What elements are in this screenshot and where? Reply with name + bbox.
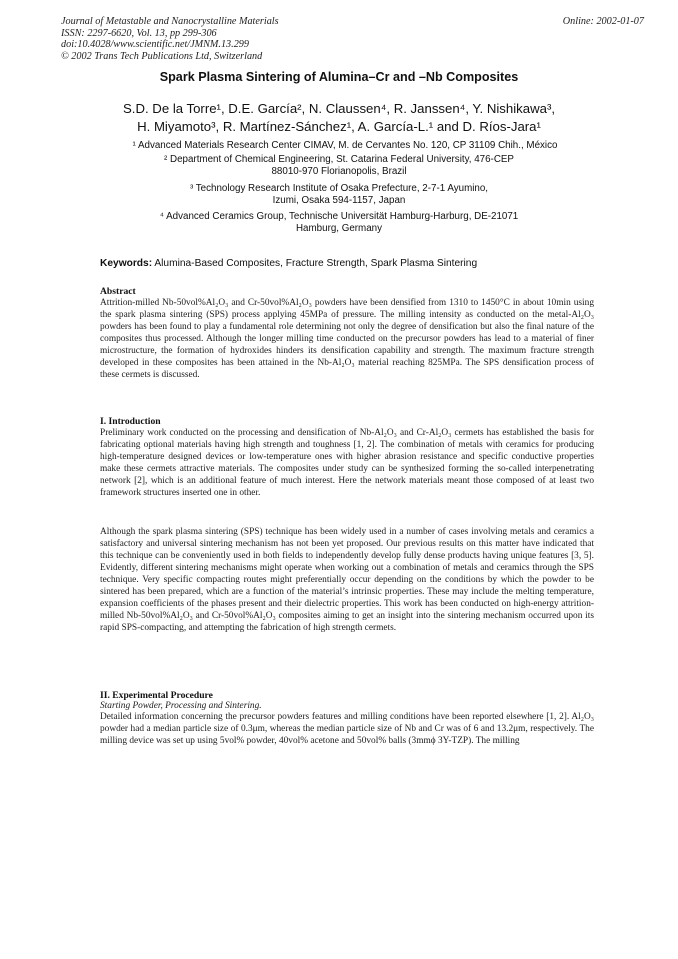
journal-copyright: © 2002 Trans Tech Publications Ltd, Switzerland: [61, 50, 263, 62]
introduction-paragraph-2: Although the spark plasma sintering (SPS) technique has been widely used in a number of cases involving metals and ceramics a satisfactory and universal sintering mechanism has not been yet proposed. Our previous results on this matter have indicated that this technique can be conveniently used in both fields to independently develop fully dense products having unique features [3, 5]. Evidently, different sintering mechanisms might operate when working out a combination of metals and ceramics through the SPS technique. Very specific compacting routes might preferentially occur depending on the conditions by which the powder to be sintered has been prepared, which are a function of the material’s intrinsic properties. These may include the melting temperature, expansion coefficients of the phases present and their dielectric properties. This work has been conducted on high-energy attrition-milled Nb-50vol%Al₂O₃ and Cr-50vol%Al₂O₃ composites aiming to get an insight into the sintering mechanism occurred upon its rapid SPS-compacting, and attempting the fabrication of high strength cermets.: [100, 527, 594, 633]
introduction-paragraph-1: Preliminary work conducted on the processing and densification of Nb-Al₂O₃ and Cr-Al₂O₃ cermets has established the basis for fabricating optional materials having high strength and toughness [1, 2]. The combination of metals with ceramics for producing high-temperature designed devices or low-temperature ones with higher abrasion resistance and specific conductive properties make these cermets attractive materials. The composites under study can be synthesized forming the so-called interpenetrating network [2], which is an additional feature of much interest. Here the network materials meant those composed of at least two framework structures inserted one in other.: [100, 428, 594, 498]
experimental-section: [100, 690, 594, 747]
abstract-text: Attrition-milled Nb-50vol%Al₂O₃ and Cr-50vol%Al₂O₃ powders have been densified from 1310 to 1450°C in about 10min using the spark plasma sintering (SPS) process applying 45MPa of pressure. The milling intensity as conducted on the metal-Al₂O₃ powders has been found to play a fundamental role determining not only the degree of densification but also the final nature of the composites thus processed. Although the longer milling time conducted on the precursor powders has lead to a material of finer microstructure, the formation of hydroxides hinders its densification capability and strength. The maximum fracture strength developed in these composites has been attained in the Nb-Al₂O₃ material reaching 825MPa. The SPS densification process of these cermets is discussed.: [100, 298, 594, 380]
affiliation-2: ² Department of Chemical Engineering, St. Catarina Federal University, 476-CEP 88010-970 Florianopolis, Brazil: [164, 154, 514, 178]
introduction-paragraph-2-block: [100, 526, 594, 634]
journal-issn: ISSN: 2297-6620, Vol. 13, pp 299-306: [61, 27, 217, 39]
abstract-heading: Abstract: [100, 286, 136, 297]
abstract-section: [100, 286, 594, 381]
journal-info: [61, 16, 279, 62]
experimental-subheading: Starting Powder, Processing and Sintering.: [100, 701, 262, 711]
introduction-heading: I. Introduction: [100, 416, 161, 427]
author-list: [0, 100, 678, 135]
online-date: Online: 2002-01-07: [562, 16, 644, 27]
affiliation-3: ³ Technology Research Institute of Osaka Prefecture, 2-7-1 Ayumino, Izumi, Osaka 594-1157, Japan: [189, 183, 489, 207]
affiliation-1: ¹ Advanced Materials Research Center CIMAV, M. de Cervantes No. 120, CP 31109 Chih., México: [132, 140, 558, 151]
authors-line-1: S.D. De la Torre¹, D.E. García², N. Claussen⁴, R. Janssen⁴, Y. Nishikawa³,: [122, 101, 556, 116]
journal-doi: doi:10.4028/www.scientific.net/JMNM.13.299: [61, 39, 249, 51]
keywords: [100, 258, 477, 269]
keywords-label: Keywords:: [100, 258, 153, 269]
experimental-heading: II. Experimental Procedure: [100, 690, 213, 701]
affiliation-4: ⁴ Advanced Ceramics Group, Technische Universität Hamburg-Harburg, DE-21071 Hamburg, Germany: [159, 211, 519, 235]
journal-name: Journal of Metastable and Nanocrystalline Materials: [61, 16, 279, 27]
paper-title: Spark Plasma Sintering of Alumina–Cr and –Nb Composites: [159, 70, 519, 84]
authors-line-2: H. Miyamoto³, R. Martínez-Sánchez¹, A. García-L.¹ and D. Ríos-Jara¹: [137, 118, 541, 134]
keywords-text: Alumina-Based Composites, Fracture Strength, Spark Plasma Sintering: [154, 258, 478, 269]
experimental-text: Detailed information concerning the precursor powders features and milling conditions have been reported elsewhere [1, 2]. Al₂O₃ powder had a median particle size of 0.3μm, whereas the median particle size of Nb and Cr was of 6 and 13.2μm, respectively. The milling device was set up using 5vol% powder, 40vol% acetone and 50vol% balls (3mmϕ 3Y-TZP). The milling: [100, 712, 594, 746]
introduction-section: [100, 416, 594, 499]
